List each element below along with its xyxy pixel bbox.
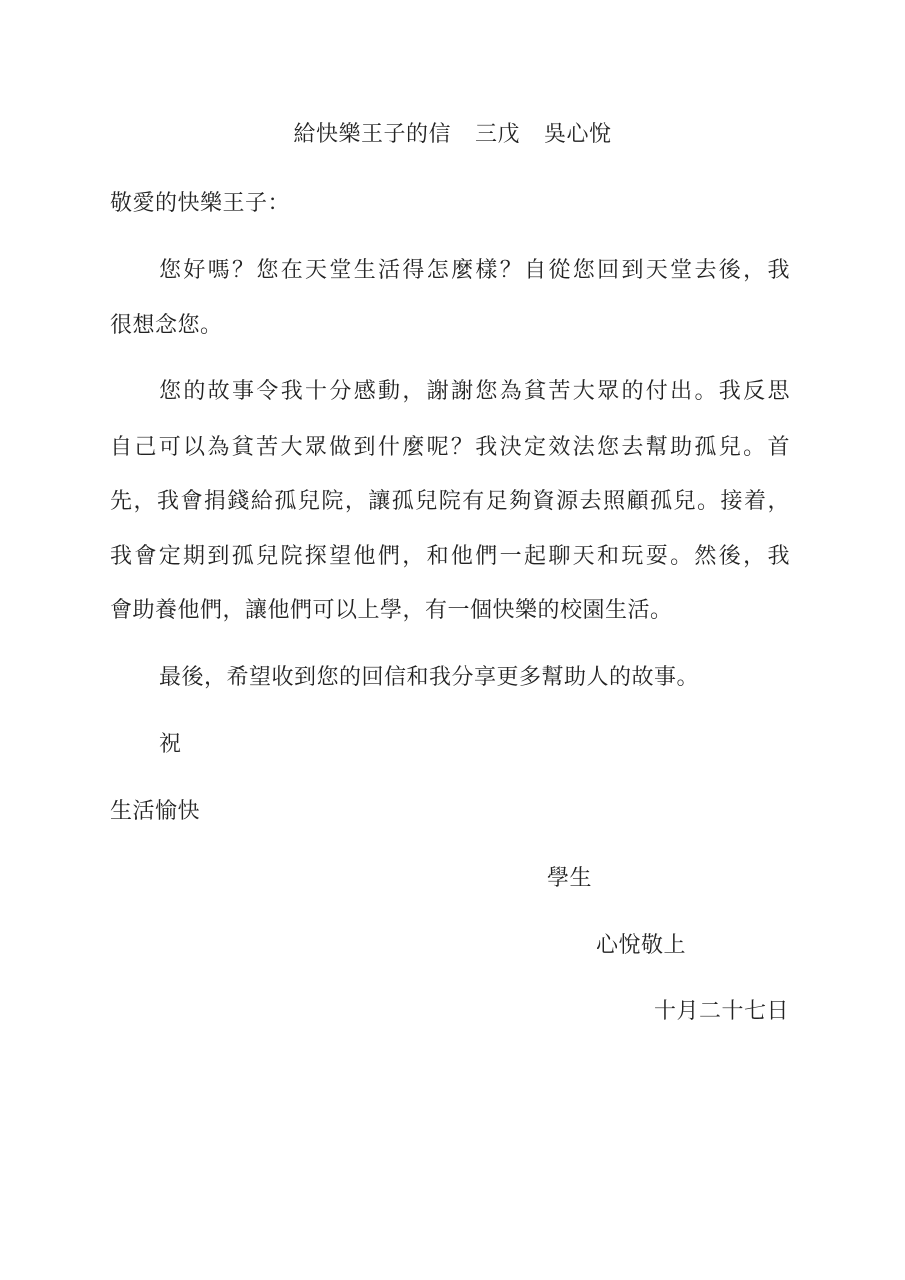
paragraph-2-line-3: 先，我會捐錢給孤兒院，讓孤兒院有足夠資源去照顧孤兒。接着， xyxy=(110,489,790,514)
closing-relation: 學生 xyxy=(547,866,593,891)
paragraph-2-line-4: 我會定期到孤兒院探望他們，和他們一起聊天和玩耍。然後，我 xyxy=(110,544,790,569)
closing-blessing: 生活愉快 xyxy=(110,799,201,824)
paragraph-2-line-2: 自己可以為貧苦大眾做到什麼呢？我決定效法您去幫助孤兒。首 xyxy=(110,435,790,460)
salutation: 敬愛的快樂王子： xyxy=(110,191,291,216)
title-class: 三戊 xyxy=(474,122,520,147)
paragraph-1-line-2: 很想念您。 xyxy=(110,313,223,338)
paragraph-2-line-5: 會助養他們，讓他們可以上學，有一個快樂的校園生活。 xyxy=(110,598,673,623)
title-author: 吳心悅 xyxy=(544,122,612,147)
paragraph-3-line-1: 最後，希望收到您的回信和我分享更多幫助人的故事。 xyxy=(159,665,700,690)
closing-date: 十月二十七日 xyxy=(653,999,789,1024)
letter-title xyxy=(0,120,905,150)
paragraph-2-line-1: 您的故事令我十分感動，謝謝您為貧苦大眾的付出。我反思 xyxy=(159,379,790,404)
paragraph-1-line-1: 您好嗎？您在天堂生活得怎麼樣？自從您回到天堂去後，我 xyxy=(159,258,790,283)
title-heading: 給快樂王子的信 xyxy=(293,122,451,147)
closing-wish: 祝 xyxy=(159,732,182,757)
closing-signature: 心悅敬上 xyxy=(596,933,687,958)
